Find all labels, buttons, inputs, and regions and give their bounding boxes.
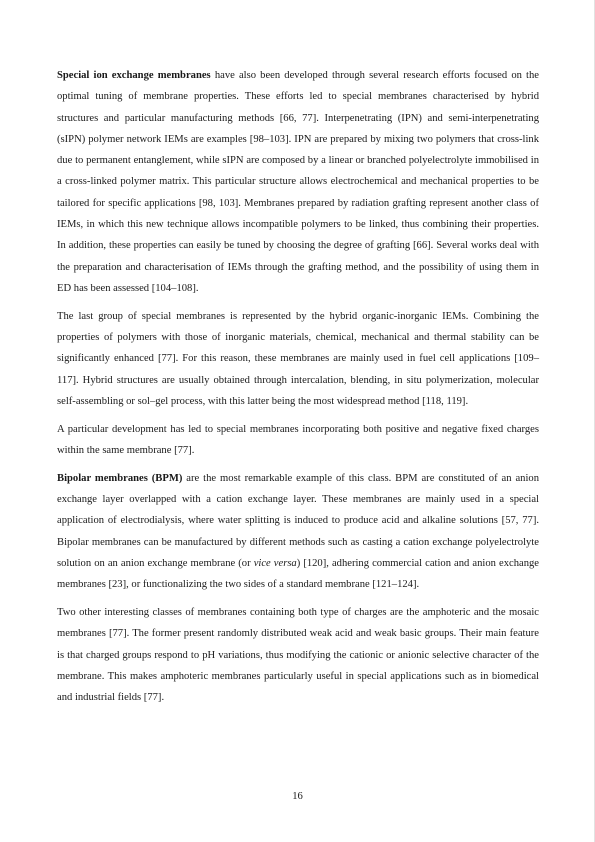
paragraph-text: Two other interesting classes of membranes containing both type of charges are the amphoteric and the mosaic membranes [77]. The former present randomly distributed weak acid and weak basic groups. Their main feature is that charged groups respond to pH variations, thus modifying the cationic or anionic selective character of the membrane. This makes amphoteric membranes particularly useful in special applications such as in biomedical and industrial fields [77].	[57, 607, 539, 704]
paragraph-hybrid-membranes	[57, 306, 539, 412]
paragraph-special-membranes	[57, 65, 539, 299]
paragraph-lead-term: Bipolar membranes (BPM)	[57, 472, 183, 484]
page-number: 16	[292, 791, 303, 802]
paragraph-text: are the most remarkable example of this class. BPM are constituted of an anion exchange layer overlapped with a cation exchange layer. These membranes are mainly used in a special application of electrodialysis, where water splitting is induced to produce acid and alkaline solutions [57, 77]. Bipolar membranes can be manufactured by different methods such as casting a cation exchange polyelectrolyte solution on an anion exchange membrane (or	[57, 472, 540, 570]
paragraph-text: The last group of special membranes is represented by the hybrid organic-inorganic IEMs. Combining the properties of polymers with those of inorganic materials, chemical, mechanical and thermal stability can be significantly enhanced [77]. For this reason, these membranes are mainly used in fuel cell applications [109–117]. Hybrid structures are usually obtained through intercalation, blending, in situ polymerization, molecular self-assembling or sol–gel process, with this latter being the most widespread method [118, 119].	[57, 310, 539, 407]
paragraph-bipolar-membranes	[57, 468, 539, 596]
paragraph-amphoteric-mosaic	[57, 602, 539, 708]
paragraph-text-continued: ) [120], adhering commercial cation and anion exchange membranes [23], or functionalizing the two sides of a standard membrane [121–124].	[57, 558, 539, 591]
paragraph-italic-term: vice versa	[253, 558, 297, 570]
paragraph-mixed-charge	[57, 419, 539, 462]
body-text	[57, 65, 539, 715]
paragraph-text: A particular development has led to special membranes incorporating both positive and negative fixed charges within the same membrane [77].	[57, 423, 539, 457]
paragraph-text: have also been developed through several research efforts focused on the optimal tuning of membrane properties. These efforts led to special membranes characterised by hybrid structures and particular manufacturing methods [66, 77]. Interpenetrating (IPN) and semi-interpenetrating (sIPN) polymer network IEMs are examples [98–103]. IPN are prepared by mixing two polymers that cross-link due to permanent entanglement, while sIPN are composed by a linear or branched polyelectrolyte immobilised in a cross-linked polymer matrix. This particular structure allows electrochemical and mechanical properties to be tailored for specific applications [98, 103]. Membranes prepared by radiation grafting represent another class of IEMs, in which this new technique allows incompatible polymers to be linked, thus combining their properties. In addition, these properties can easily be tuned by choosing the degree of grafting [66]. Several works deal with the preparation and characterisation of IEMs through the grafting method, and the possibility of using them in ED has been assessed [104–108].	[57, 70, 539, 294]
paragraph-lead-term: Special ion exchange membranes	[57, 70, 211, 81]
